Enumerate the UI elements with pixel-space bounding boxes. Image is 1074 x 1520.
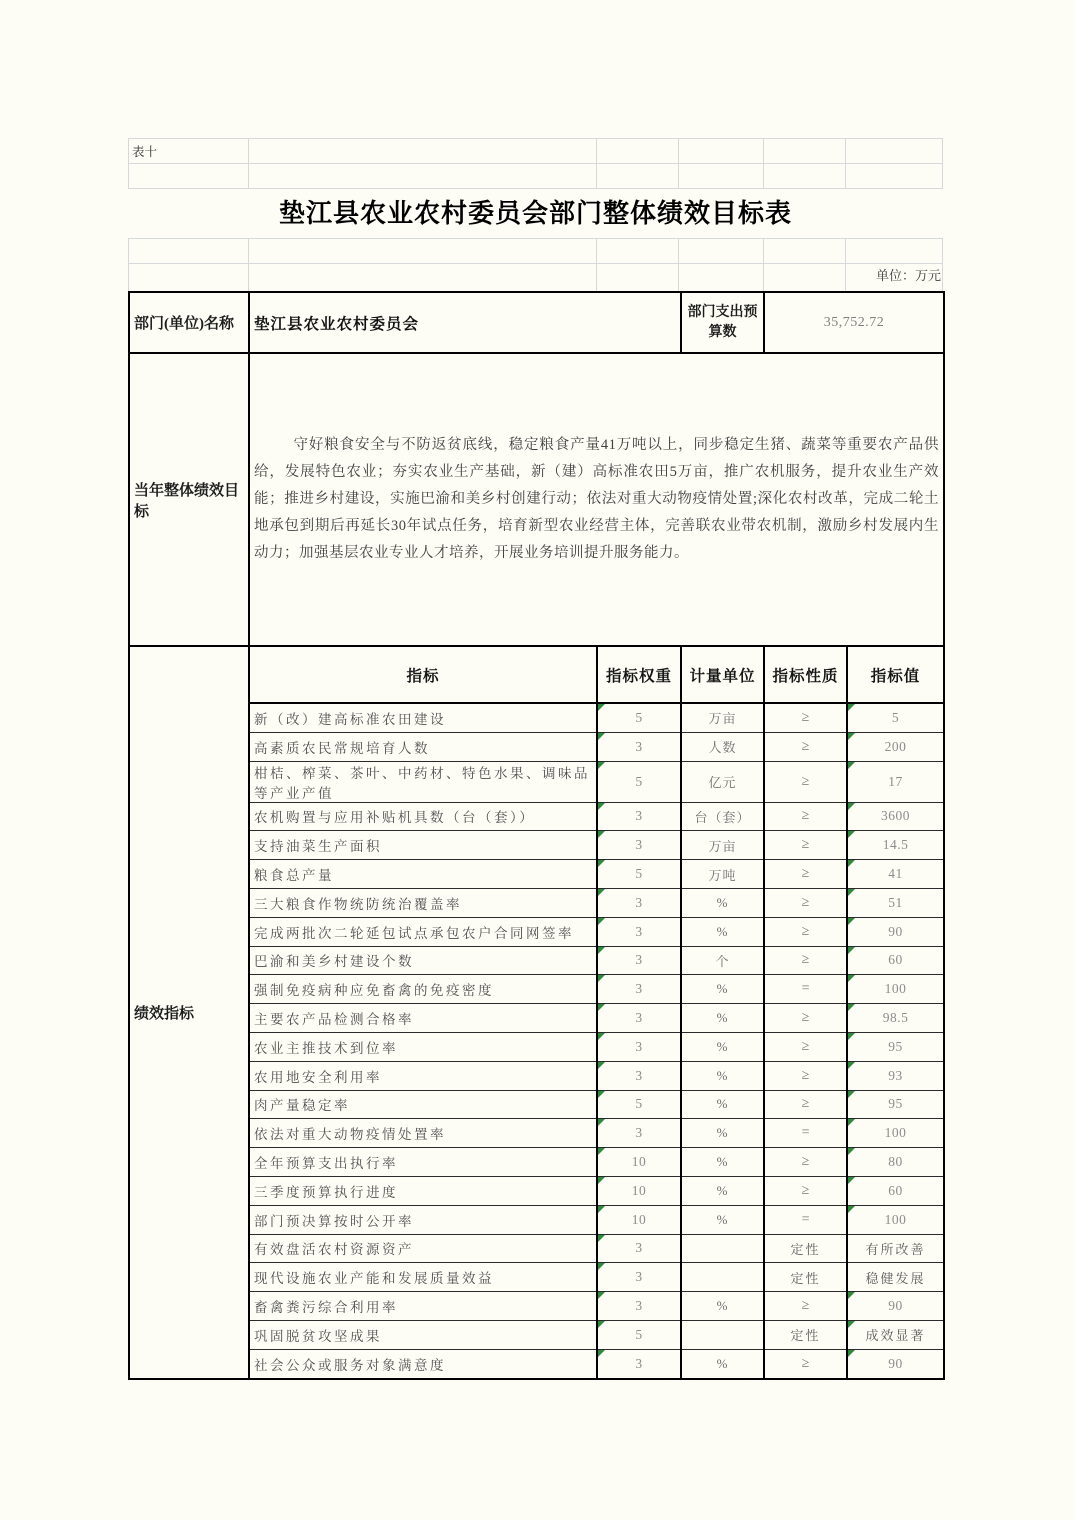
indicator-name-cell: 肉产量稳定率 [249, 1090, 597, 1119]
indicator-name-cell: 主要农产品检测合格率 [249, 1004, 597, 1033]
indicator-weight-cell: 3 [597, 732, 681, 761]
cell-flag-icon [598, 1177, 605, 1184]
grid-line [763, 138, 764, 188]
indicator-unit-cell: % [681, 1061, 764, 1090]
indicator-unit-cell: % [681, 1292, 764, 1321]
department-name-label: 部门(单位)名称 [129, 292, 249, 353]
cell-flag-icon [848, 1148, 855, 1155]
indicator-unit-cell: % [681, 888, 764, 917]
indicator-value-cell: 成效显著 [847, 1320, 944, 1349]
cell-flag-icon [598, 1263, 605, 1270]
indicator-unit-cell: 万吨 [681, 860, 764, 889]
annual-target-paragraph: 守好粮食安全与不防返贫底线，稳定粮食产量41万吨以上，同步稳定生猪、蔬菜等重要农产品供给，发展特色农业；夯实农业生产基础，新（建）高标准农田5万亩，推广农机服务，提升农业生产效能；推进乡村建设，实施巴渝和美乡村创建行动；依法对重大动物疫情处置;深化农村改革，完成二轮土地承包到期后再延长30年试点任务，培育新型农业经营主体，完善联农业带农机制，激励乡村发展内生动力；加强基层农业专业人才培养，开展业务培训提升服务能力。 [254, 437, 940, 561]
cell-flag-icon [848, 947, 855, 954]
grid-line [596, 238, 597, 291]
indicator-name-cell: 巴渝和美乡村建设个数 [249, 946, 597, 975]
indicator-value-cell: 100 [847, 975, 944, 1004]
indicator-name-cell: 巩固脱贫攻坚成果 [249, 1320, 597, 1349]
indicator-row [129, 1090, 944, 1119]
indicator-nature-cell: ≥ [764, 1032, 847, 1061]
header-weight: 指标权重 [597, 646, 681, 703]
indicator-weight-cell: 10 [597, 1176, 681, 1205]
cell-flag-icon [598, 1062, 605, 1069]
indicator-value-cell: 3600 [847, 802, 944, 831]
indicator-row [129, 1032, 944, 1061]
grid-line [128, 163, 943, 164]
cell-flag-icon [598, 975, 605, 982]
indicator-nature-cell: = [764, 1205, 847, 1234]
indicator-row [129, 761, 944, 802]
cell-flag-icon [848, 1091, 855, 1098]
indicator-name-cell: 高素质农民常规培育人数 [249, 732, 597, 761]
indicator-header-row [129, 646, 944, 703]
indicator-row [129, 917, 944, 946]
indicator-weight-cell: 3 [597, 975, 681, 1004]
indicator-nature-cell: ≥ [764, 802, 847, 831]
department-row [129, 292, 944, 353]
grid-line [128, 138, 129, 188]
indicator-weight-cell: 3 [597, 802, 681, 831]
cell-flag-icon [598, 1091, 605, 1098]
indicator-row [129, 1205, 944, 1234]
indicator-section-label: 绩效指标 [129, 646, 249, 1379]
indicator-name-cell: 农用地安全利用率 [249, 1061, 597, 1090]
indicator-row [129, 888, 944, 917]
cell-flag-icon [848, 975, 855, 982]
cell-flag-icon [598, 803, 605, 810]
indicator-unit-cell: % [681, 1176, 764, 1205]
annual-target-label: 当年整体绩效目标 [129, 353, 249, 646]
indicator-weight-cell: 3 [597, 1004, 681, 1033]
indicator-name-cell: 农业主推技术到位率 [249, 1032, 597, 1061]
cell-flag-icon [848, 889, 855, 896]
cell-flag-icon [848, 1350, 855, 1357]
cell-flag-icon [598, 831, 605, 838]
cell-flag-icon [848, 1292, 855, 1299]
indicator-nature-cell: ≥ [764, 1090, 847, 1119]
indicator-nature-cell: ≥ [764, 1349, 847, 1378]
indicator-weight-cell: 3 [597, 946, 681, 975]
indicator-nature-cell: ≥ [764, 1061, 847, 1090]
cell-flag-icon [848, 733, 855, 740]
cell-flag-icon [848, 1321, 855, 1328]
indicator-row [129, 860, 944, 889]
indicator-name-cell: 现代设施农业产能和发展质量效益 [249, 1263, 597, 1292]
grid-line [248, 238, 249, 291]
indicator-row [129, 1148, 944, 1177]
page-title: 垫江县农业农村委员会部门整体绩效目标表 [278, 199, 792, 228]
indicator-row [129, 1119, 944, 1148]
header-nature: 指标性质 [764, 646, 847, 703]
indicator-weight-cell: 3 [597, 1292, 681, 1321]
indicator-row [129, 1004, 944, 1033]
indicator-weight-cell: 3 [597, 1061, 681, 1090]
cell-flag-icon [598, 1235, 605, 1242]
cell-flag-icon [848, 1119, 855, 1126]
indicator-unit-cell: % [681, 1349, 764, 1378]
indicator-value-cell: 100 [847, 1205, 944, 1234]
indicator-nature-cell: ≥ [764, 917, 847, 946]
cell-flag-icon [598, 1321, 605, 1328]
indicator-unit-cell: % [681, 975, 764, 1004]
indicator-name-cell: 部门预决算按时公开率 [249, 1205, 597, 1234]
indicator-unit-cell [681, 1320, 764, 1349]
indicator-value-cell: 60 [847, 946, 944, 975]
indicator-name-cell: 全年预算支出执行率 [249, 1148, 597, 1177]
grid-line [845, 138, 846, 188]
cell-flag-icon [598, 1206, 605, 1213]
unit-note: 单位：万元 [875, 268, 941, 283]
indicator-value-cell: 100 [847, 1119, 944, 1148]
indicator-nature-cell: ≥ [764, 946, 847, 975]
indicator-weight-cell: 5 [597, 1320, 681, 1349]
annual-target-row [129, 353, 944, 646]
indicator-value-cell: 14.5 [847, 831, 944, 860]
indicator-row [129, 802, 944, 831]
cell-flag-icon [598, 1350, 605, 1357]
grid-line [248, 138, 249, 188]
cell-flag-icon [848, 1177, 855, 1184]
indicator-value-cell: 90 [847, 1292, 944, 1321]
indicator-unit-cell: % [681, 1004, 764, 1033]
indicator-weight-cell: 3 [597, 917, 681, 946]
indicator-unit-cell: % [681, 1032, 764, 1061]
cell-flag-icon [848, 860, 855, 867]
indicator-row [129, 1234, 944, 1263]
annual-target-text [249, 353, 944, 646]
indicator-name-cell: 依法对重大动物疫情处置率 [249, 1119, 597, 1148]
indicator-name-cell: 新（改）建高标准农田建设 [249, 703, 597, 732]
budget-label: 部门支出预算数 [681, 292, 764, 353]
indicator-weight-cell: 3 [597, 1349, 681, 1378]
indicator-row [129, 975, 944, 1004]
grid-line [128, 238, 943, 239]
grid-line [128, 188, 943, 189]
indicator-value-cell: 17 [847, 761, 944, 802]
budget-value: 35,752.72 [764, 292, 944, 353]
indicator-value-cell: 90 [847, 917, 944, 946]
indicator-unit-cell: 亿元 [681, 761, 764, 802]
cell-flag-icon [848, 1033, 855, 1040]
indicator-value-cell: 95 [847, 1090, 944, 1119]
indicator-row [129, 1176, 944, 1205]
cell-flag-icon [848, 1004, 855, 1011]
indicator-name-cell: 完成两批次二轮延包试点承包农户合同网签率 [249, 917, 597, 946]
indicator-value-cell: 有所改善 [847, 1234, 944, 1263]
cell-flag-icon [848, 918, 855, 925]
header-indicator: 指标 [249, 646, 597, 703]
cell-flag-icon [598, 1033, 605, 1040]
indicator-value-cell: 5 [847, 703, 944, 732]
indicator-weight-cell: 5 [597, 1090, 681, 1119]
indicator-row [129, 1061, 944, 1090]
cell-flag-icon [848, 704, 855, 711]
performance-target-table [128, 291, 945, 1380]
indicator-nature-cell: ≥ [764, 703, 847, 732]
indicator-unit-cell: % [681, 1205, 764, 1234]
indicator-row [129, 1263, 944, 1292]
indicator-unit-cell: 台（套） [681, 802, 764, 831]
indicator-nature-cell: 定性 [764, 1263, 847, 1292]
cell-flag-icon [848, 762, 855, 769]
indicator-row [129, 1349, 944, 1378]
grid-line [678, 138, 679, 188]
indicator-row [129, 732, 944, 761]
indicator-weight-cell: 10 [597, 1205, 681, 1234]
cell-flag-icon [598, 1004, 605, 1011]
indicator-row [129, 946, 944, 975]
indicator-unit-cell: % [681, 917, 764, 946]
indicator-row [129, 1292, 944, 1321]
indicator-unit-cell: % [681, 1148, 764, 1177]
indicator-unit-cell [681, 1263, 764, 1292]
indicator-value-cell: 93 [847, 1061, 944, 1090]
indicator-nature-cell: ≥ [764, 1148, 847, 1177]
sheet-number-label: 表十 [132, 145, 158, 159]
indicator-nature-cell: ≥ [764, 1004, 847, 1033]
indicator-nature-cell: ≥ [764, 888, 847, 917]
grid-line [128, 138, 943, 139]
indicator-weight-cell: 3 [597, 831, 681, 860]
indicator-unit-cell [681, 1234, 764, 1263]
indicator-weight-cell: 3 [597, 888, 681, 917]
cell-flag-icon [598, 860, 605, 867]
indicator-row [129, 1320, 944, 1349]
indicator-weight-cell: 5 [597, 761, 681, 802]
indicator-row [129, 703, 944, 732]
indicator-row [129, 831, 944, 860]
cell-flag-icon [848, 831, 855, 838]
indicator-value-cell: 60 [847, 1176, 944, 1205]
indicator-weight-cell: 3 [597, 1119, 681, 1148]
cell-flag-icon [598, 704, 605, 711]
indicator-weight-cell: 3 [597, 1032, 681, 1061]
indicator-nature-cell: ≥ [764, 732, 847, 761]
indicator-weight-cell: 3 [597, 1234, 681, 1263]
indicator-unit-cell: 万亩 [681, 703, 764, 732]
indicator-value-cell: 98.5 [847, 1004, 944, 1033]
cell-flag-icon [598, 1119, 605, 1126]
indicator-nature-cell: ≥ [764, 860, 847, 889]
indicator-value-cell: 80 [847, 1148, 944, 1177]
indicator-value-cell: 稳健发展 [847, 1263, 944, 1292]
indicator-unit-cell: 人数 [681, 732, 764, 761]
cell-flag-icon [598, 918, 605, 925]
grid-line [942, 138, 943, 188]
indicator-nature-cell: ≥ [764, 831, 847, 860]
indicator-name-cell: 三季度预算执行进度 [249, 1176, 597, 1205]
indicator-nature-cell: ≥ [764, 761, 847, 802]
indicator-weight-cell: 5 [597, 860, 681, 889]
header-value: 指标值 [847, 646, 944, 703]
indicator-unit-cell: 万亩 [681, 831, 764, 860]
cell-flag-icon [598, 1292, 605, 1299]
indicator-name-cell: 农机购置与应用补贴机具数（台（套）） [249, 802, 597, 831]
indicator-unit-cell: % [681, 1119, 764, 1148]
indicator-nature-cell: 定性 [764, 1234, 847, 1263]
cell-flag-icon [848, 1062, 855, 1069]
indicator-name-cell: 有效盘活农村资源资产 [249, 1234, 597, 1263]
indicator-name-cell: 支持油菜生产面积 [249, 831, 597, 860]
cell-flag-icon [848, 1206, 855, 1213]
indicator-name-cell: 强制免疫病种应免畜禽的免疫密度 [249, 975, 597, 1004]
grid-line [128, 238, 129, 291]
indicator-value-cell: 41 [847, 860, 944, 889]
indicator-name-cell: 畜禽粪污综合利用率 [249, 1292, 597, 1321]
cell-flag-icon [598, 733, 605, 740]
cell-flag-icon [598, 889, 605, 896]
cell-flag-icon [598, 762, 605, 769]
indicator-nature-cell: = [764, 975, 847, 1004]
indicator-unit-cell: 个 [681, 946, 764, 975]
indicator-nature-cell: ≥ [764, 1176, 847, 1205]
indicator-nature-cell: = [764, 1119, 847, 1148]
indicator-name-cell: 柑桔、榨菜、茶叶、中药材、特色水果、调味品等产业产值 [249, 761, 597, 802]
grid-line [596, 138, 597, 188]
grid-line [942, 238, 943, 291]
indicator-weight-cell: 3 [597, 1263, 681, 1292]
indicator-value-cell: 95 [847, 1032, 944, 1061]
cell-flag-icon [848, 803, 855, 810]
indicator-value-cell: 90 [847, 1349, 944, 1378]
indicator-value-cell: 51 [847, 888, 944, 917]
indicator-weight-cell: 5 [597, 703, 681, 732]
indicator-weight-cell: 10 [597, 1148, 681, 1177]
indicator-name-cell: 粮食总产量 [249, 860, 597, 889]
cell-flag-icon [598, 1148, 605, 1155]
indicator-name-cell: 社会公众或服务对象满意度 [249, 1349, 597, 1378]
header-unit: 计量单位 [681, 646, 764, 703]
indicator-name-cell: 三大粮食作物统防统治覆盖率 [249, 888, 597, 917]
department-name-value: 垫江县农业农村委员会 [249, 292, 681, 353]
indicator-nature-cell: ≥ [764, 1292, 847, 1321]
cell-flag-icon [598, 947, 605, 954]
indicator-nature-cell: 定性 [764, 1320, 847, 1349]
indicator-unit-cell: % [681, 1090, 764, 1119]
indicator-value-cell: 200 [847, 732, 944, 761]
